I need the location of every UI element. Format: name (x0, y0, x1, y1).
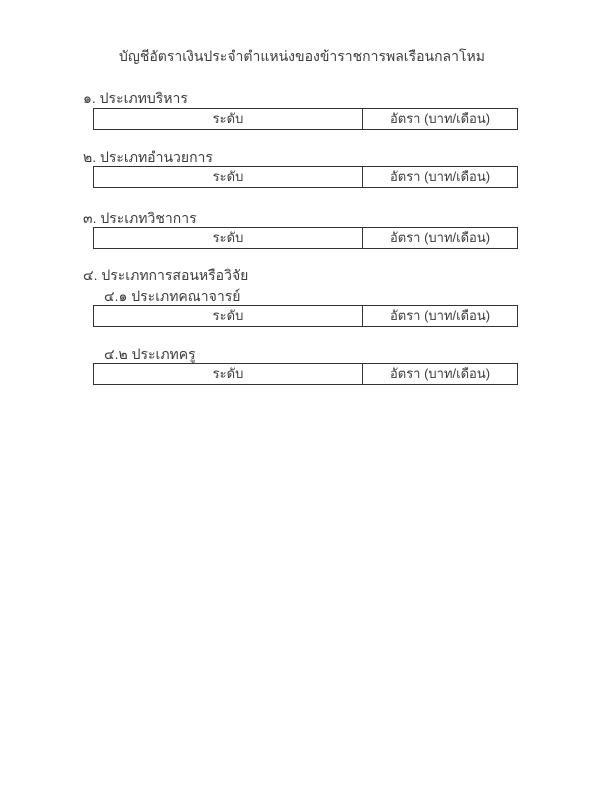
section-4-heading: ๔. ประเภทการสอนหรือวิจัย (83, 267, 249, 283)
subsection-4-1-rate-table (93, 305, 518, 327)
column-header-rate: อัตรา (บาท/เดือน) (363, 109, 518, 130)
header-row (94, 228, 518, 249)
header-row (94, 364, 518, 385)
header-row (94, 306, 518, 327)
subsection-4-1-heading: ๔.๑ ประเภทคณาจารย์ (104, 288, 241, 304)
column-header-level: ระดับ (94, 167, 363, 188)
document-title: บัญชีอัตราเงินประจำตำแหน่งของข้าราชการพลเรือนกลาโหม (119, 48, 485, 64)
section-3-rate-table (93, 227, 518, 249)
subsection-4-1 (0, 288, 604, 327)
column-header-level: ระดับ (94, 364, 363, 385)
section-4 (0, 267, 604, 385)
section-2 (0, 149, 604, 188)
section-1 (0, 90, 604, 130)
section-1-rate-table (93, 108, 518, 130)
subsection-4-2-heading: ๔.๒ ประเภทครู (104, 346, 196, 362)
section-2-heading: ๒. ประเภทอำนวยการ (83, 149, 213, 165)
column-header-rate: อัตรา (บาท/เดือน) (363, 228, 518, 249)
section-3-heading: ๓. ประเภทวิชาการ (83, 210, 197, 226)
column-header-rate: อัตรา (บาท/เดือน) (363, 364, 518, 385)
column-header-level: ระดับ (94, 109, 363, 130)
column-header-level: ระดับ (94, 228, 363, 249)
column-header-rate: อัตรา (บาท/เดือน) (363, 167, 518, 188)
subsection-4-2 (0, 346, 604, 385)
header-row (94, 167, 518, 188)
section-2-rate-table (93, 166, 518, 188)
header-row (94, 109, 518, 130)
column-header-level: ระดับ (94, 306, 363, 327)
section-1-heading: ๑. ประเภทบริหาร (83, 90, 188, 106)
column-header-rate: อัตรา (บาท/เดือน) (363, 306, 518, 327)
section-3 (0, 210, 604, 249)
subsection-4-2-rate-table (93, 363, 518, 385)
